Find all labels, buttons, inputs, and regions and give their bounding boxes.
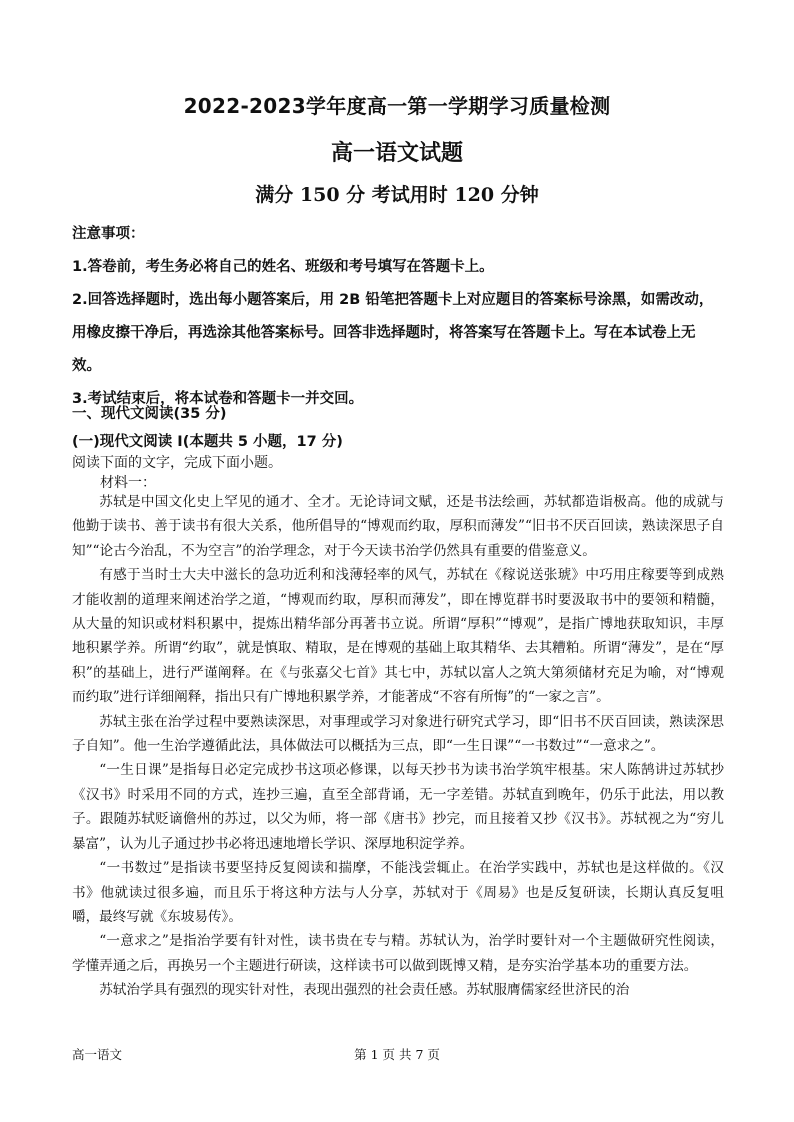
passage-paragraph: “一生日课”是指每日必定完成抄书这项必修课，以每天抄书为读书治学筑牢根基。宋人陈鹄讲过苏轼抄《汉书》时采用不同的方式，连抄三遍，直至全部背诵，无一字差错。苏轼直到晚年，仍乐于此法，用以教子。跟随苏轼贬谪儋州的苏过，以父为师，将一部《唐书》抄完，而且接着又抄《汉书》。苏轼视之为“穷儿暴富”，认为儿子通过抄书必将迅速地增长学识、深厚地积淀学养。 bbox=[72, 762, 724, 852]
sub-section-heading: (一)现代文阅读 I(本题共 5 小题，17 分) bbox=[72, 434, 343, 450]
notes-heading: 注意事项： bbox=[72, 226, 145, 242]
passage-paragraph: 有感于当时士大夫中滋长的急功近利和浅薄轻率的风气，苏轼在《稼说送张琥》中巧用庄稼要等到成熟才能收割的道理来阐述治学之道，“博观而约取，厚积而薄发”，即在博览群书时要汲取书中的要领和精髓，从大量的知识或材料积累中，提炼出精华部分再著书立说。所谓“厚积”“博观”，是指广博地获取知识，丰厚地积累学养。所谓“约取”，就是慎取、精取，是在博观的基础上取其精华、去其糟粕。所谓“薄发”，是在“厚积”的基础上，进行严谨阐释。在《与张嘉父七首》其七中，苏轼以富人之筑大第须储材充足为喻，对“博观而约取”进行详细阐释，指出只有广博地积累学养，才能著成“不容有所悔”的“一家之言”。 bbox=[72, 567, 724, 706]
passage-body bbox=[72, 490, 724, 1003]
passage-paragraph: “一书数过”是指读书要坚持反复阅读和揣摩，不能浅尝辄止。在治学实践中，苏轼也是这样做的。《汉书》他就读过很多遍，而且乐于将这种方法与人分享，苏轼对于《周易》也是反复研读，长期认真反复咀嚼，最终写就《东坡易传》。 bbox=[72, 860, 724, 925]
footer-page-number: 第 1 页 共 7 页 bbox=[354, 1047, 440, 1062]
note-item-1: 1.答卷前，考生务必将自己的姓名、班级和考号填写在答题卡上。 bbox=[72, 259, 494, 275]
exam-title: 2022-2023学年度高一第一学期学习质量检测 bbox=[183, 94, 611, 118]
footer-subject: 高一语文 bbox=[72, 1047, 123, 1062]
note-item-3: 3.考试结束后，将本试卷和答题卡一并交回。 bbox=[72, 391, 364, 407]
material-label: 材料一： bbox=[100, 475, 156, 491]
score-time-line: 满分 150 分 考试用时 120 分钟 bbox=[255, 184, 539, 206]
notes-block bbox=[72, 218, 724, 416]
passage-paragraph: 苏轼治学具有强烈的现实针对性，表现出强烈的社会责任感。苏轼服膺儒家经世济民的治 bbox=[99, 982, 630, 999]
note-item-2: 2.回答选择题时，选出每小题答案后，用 2B 铅笔把答题卡上对应题目的答案标号涂黑，如需改动，用橡皮擦干净后，再选涂其他答案标号。回答非选择题时，将答案写在答题卡上。写在本试卷上无效。 bbox=[72, 292, 714, 374]
section-heading: 一、现代文阅读(35 分) bbox=[72, 406, 227, 422]
reading-instruction: 阅读下面的文字，完成下面小题。 bbox=[72, 455, 282, 471]
passage-paragraph: 苏轼主张在治学过程中要熟读深思，对事理或学习对象进行研究式学习，即“旧书不厌百回读，熟读深思子自知”。他一生治学遵循此法，具体做法可以概括为三点，即“一生日课”“一书数过”“一意求之”。 bbox=[72, 713, 724, 755]
passage-paragraph: 苏轼是中国文化史上罕见的通才、全才。无论诗词文赋，还是书法绘画，苏轼都造诣极高。他的成就与他勤于读书、善于读书有很大关系，他所倡导的“博观而约取，厚积而薄发”“旧书不厌百回读，熟读深思子自知”“论古今治乱，不为空言”的治学理念，对于今天读书治学仍然具有重要的借鉴意义。 bbox=[72, 494, 724, 559]
subject-title: 高一语文试题 bbox=[330, 141, 463, 166]
passage-paragraph: “一意求之”是指治学要有针对性，读书贵在专与精。苏轼认为，治学时要针对一个主题做研究性阅读，学懂弄通之后，再换另一个主题进行研读，这样读书可以做到既博又精，是夯实治学基本功的重要方法。 bbox=[72, 933, 724, 974]
